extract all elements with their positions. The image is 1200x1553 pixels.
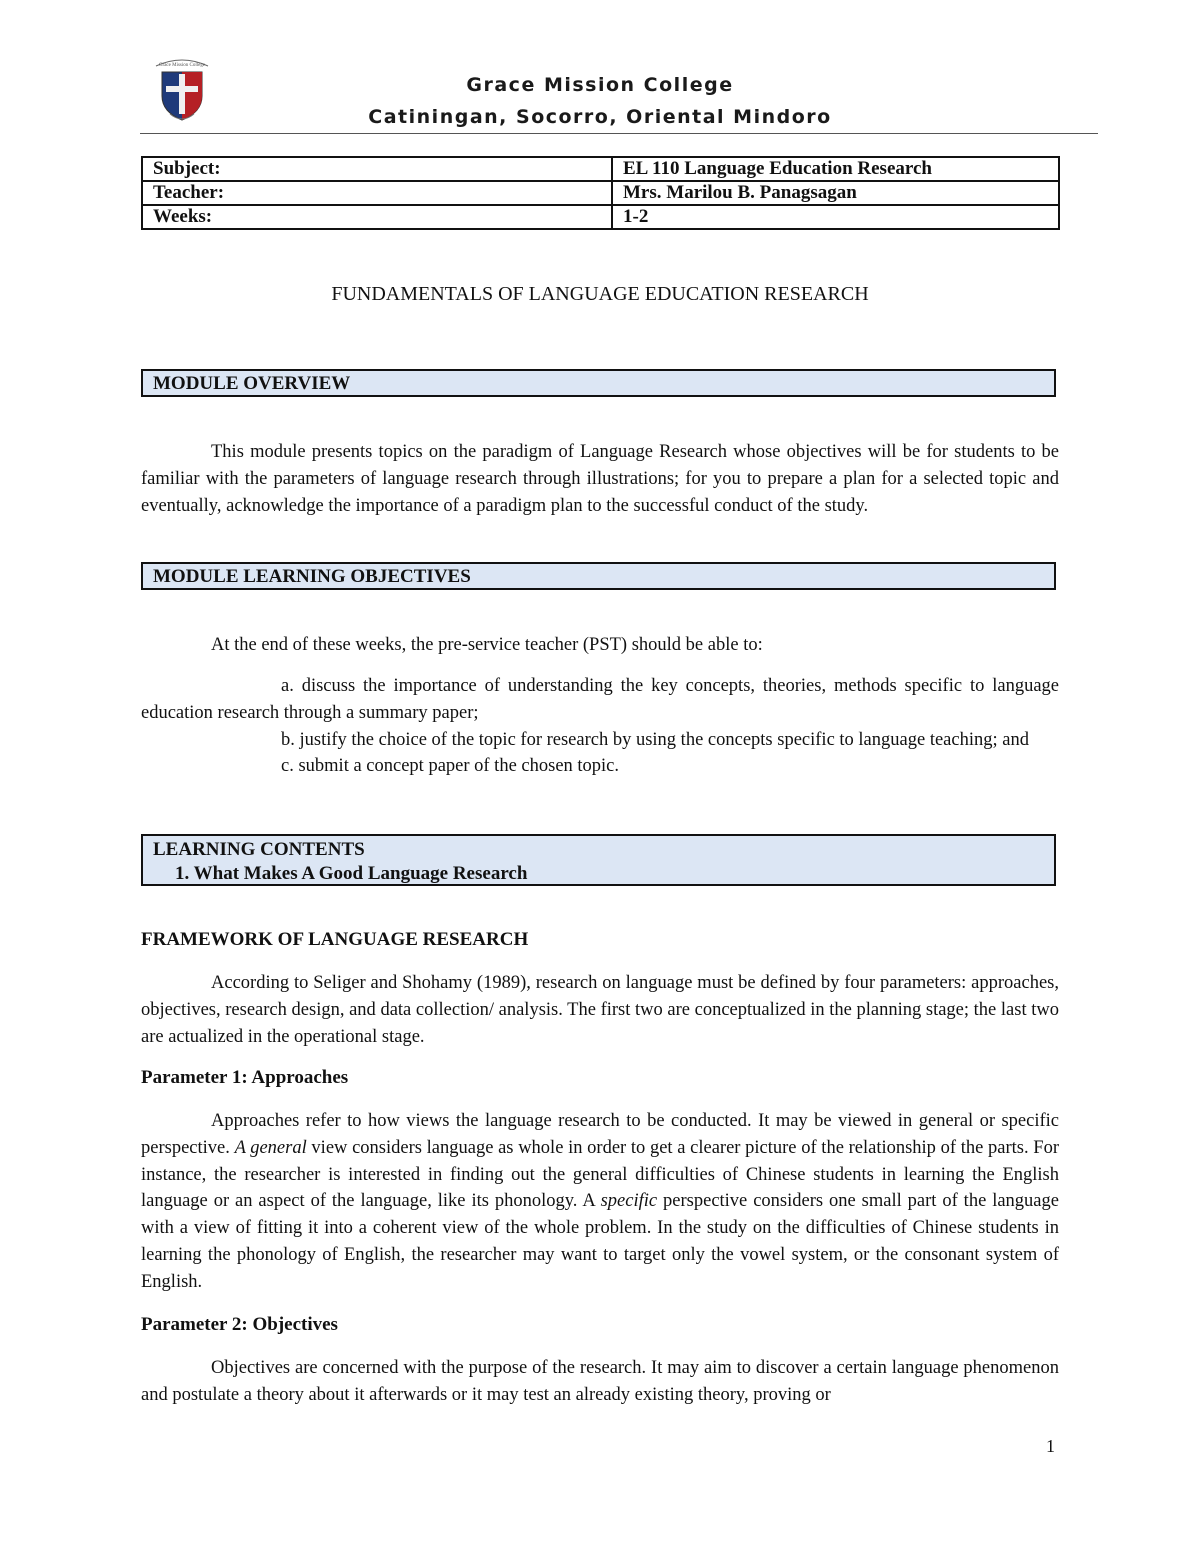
weeks-label: Weeks: (142, 205, 612, 229)
parameter-1-text-b: view considers language as whole in order to get a clearer picture of the relationship of the parts. For instance, the researcher is interested in finding out the general difficulties of Chinese students in learning the English language or an aspect of the language, like its phonology. A (141, 1137, 1059, 1212)
logo-text: Grace Mission College (158, 63, 206, 68)
framework-heading: FRAMEWORK OF LANGUAGE RESEARCH (141, 929, 529, 950)
weeks-value: 1-2 (612, 205, 1059, 229)
parameter-1-text (141, 1108, 1059, 1296)
parameter-1-em-general: A general (234, 1137, 307, 1158)
learning-contents-box (141, 834, 1056, 886)
objective-a-first: a. discuss the importance of understanding the key concepts, theories, methods specific to (281, 676, 985, 696)
framework-text: According to Seliger and Shohamy (1989), research on language must be defined by four parameters: approaches, objectives, research design, and data collection/ analysis. The first two are conceptualized in the planning stage; the last two are actualized in the operational stage. (141, 973, 1059, 1047)
teacher-value: Mrs. Marilou B. Panagsagan (612, 181, 1059, 205)
objective-a-rest: language education research through a summary paper; (141, 676, 1060, 723)
parameter-1-text-a: Approaches refer to how views the language research to be conducted. It may be viewed in general or specific perspective. (141, 1111, 1059, 1158)
learning-objectives-heading: MODULE LEARNING OBJECTIVES (141, 562, 1056, 590)
list-item (141, 673, 1059, 727)
college-name: Grace Mission College (466, 74, 734, 96)
document-title: FUNDAMENTALS OF LANGUAGE EDUCATION RESEARCH (331, 283, 869, 305)
learning-contents-heading: LEARNING CONTENTS (153, 839, 365, 860)
table-row (142, 205, 1059, 229)
objectives-intro: At the end of these weeks, the pre-service teacher (PST) should be able to: (211, 635, 763, 655)
header-rule (140, 133, 1098, 134)
table-row (142, 181, 1059, 205)
list-item (141, 753, 1059, 780)
parameter-2-heading: Parameter 2: Objectives (141, 1314, 338, 1335)
objective-b-first: b. justify the choice of the topic for research by using the concepts specific to language (281, 729, 926, 750)
subject-label: Subject: (142, 157, 612, 181)
parameter-1-heading: Parameter 1: Approaches (141, 1067, 349, 1088)
parameter-1-em-specific: specific (600, 1191, 658, 1212)
learning-contents-item: 1. What Makes A Good Language Research (175, 863, 528, 884)
parameter-2-text: Objectives are concerned with the purpose of the research. It may aim to discover a certain language phenomenon and postulate a theory about it afterwards or it may test an already existing theory, proving or (141, 1358, 1059, 1405)
module-overview-heading: MODULE OVERVIEW (141, 369, 1056, 397)
parameter-1-text-c: perspective considers one small part of the language with a view of fitting it into a coherent view of the whole problem. In the study on the difficulties of Chinese students in learning the phonology of English, the researcher may want to target only the vowel system, or the consonant system of English. (141, 1191, 1059, 1292)
list-item (141, 727, 1059, 754)
teacher-label: Teacher: (142, 181, 612, 205)
college-address: Catiningan, Socorro, Oriental Mindoro (368, 106, 832, 128)
page-number: 1 (1046, 1436, 1055, 1456)
objectives-list (141, 673, 1059, 780)
objective-b-rest: teaching; and (929, 729, 1029, 750)
subject-value: EL 110 Language Education Research (612, 157, 1059, 181)
college-logo (150, 56, 214, 126)
table-row (142, 157, 1059, 181)
objective-c-first: c. submit a concept paper of the chosen topic. (281, 756, 620, 777)
course-info-table (141, 156, 1060, 230)
module-overview-text: This module presents topics on the paradigm of Language Research whose objectives will be for students to be familiar with the parameters of language research through illustrations; for you to prepare a plan for a selected topic and eventually, acknowledge the importance of a paradigm plan to the successful conduct of the study. (141, 442, 1059, 516)
